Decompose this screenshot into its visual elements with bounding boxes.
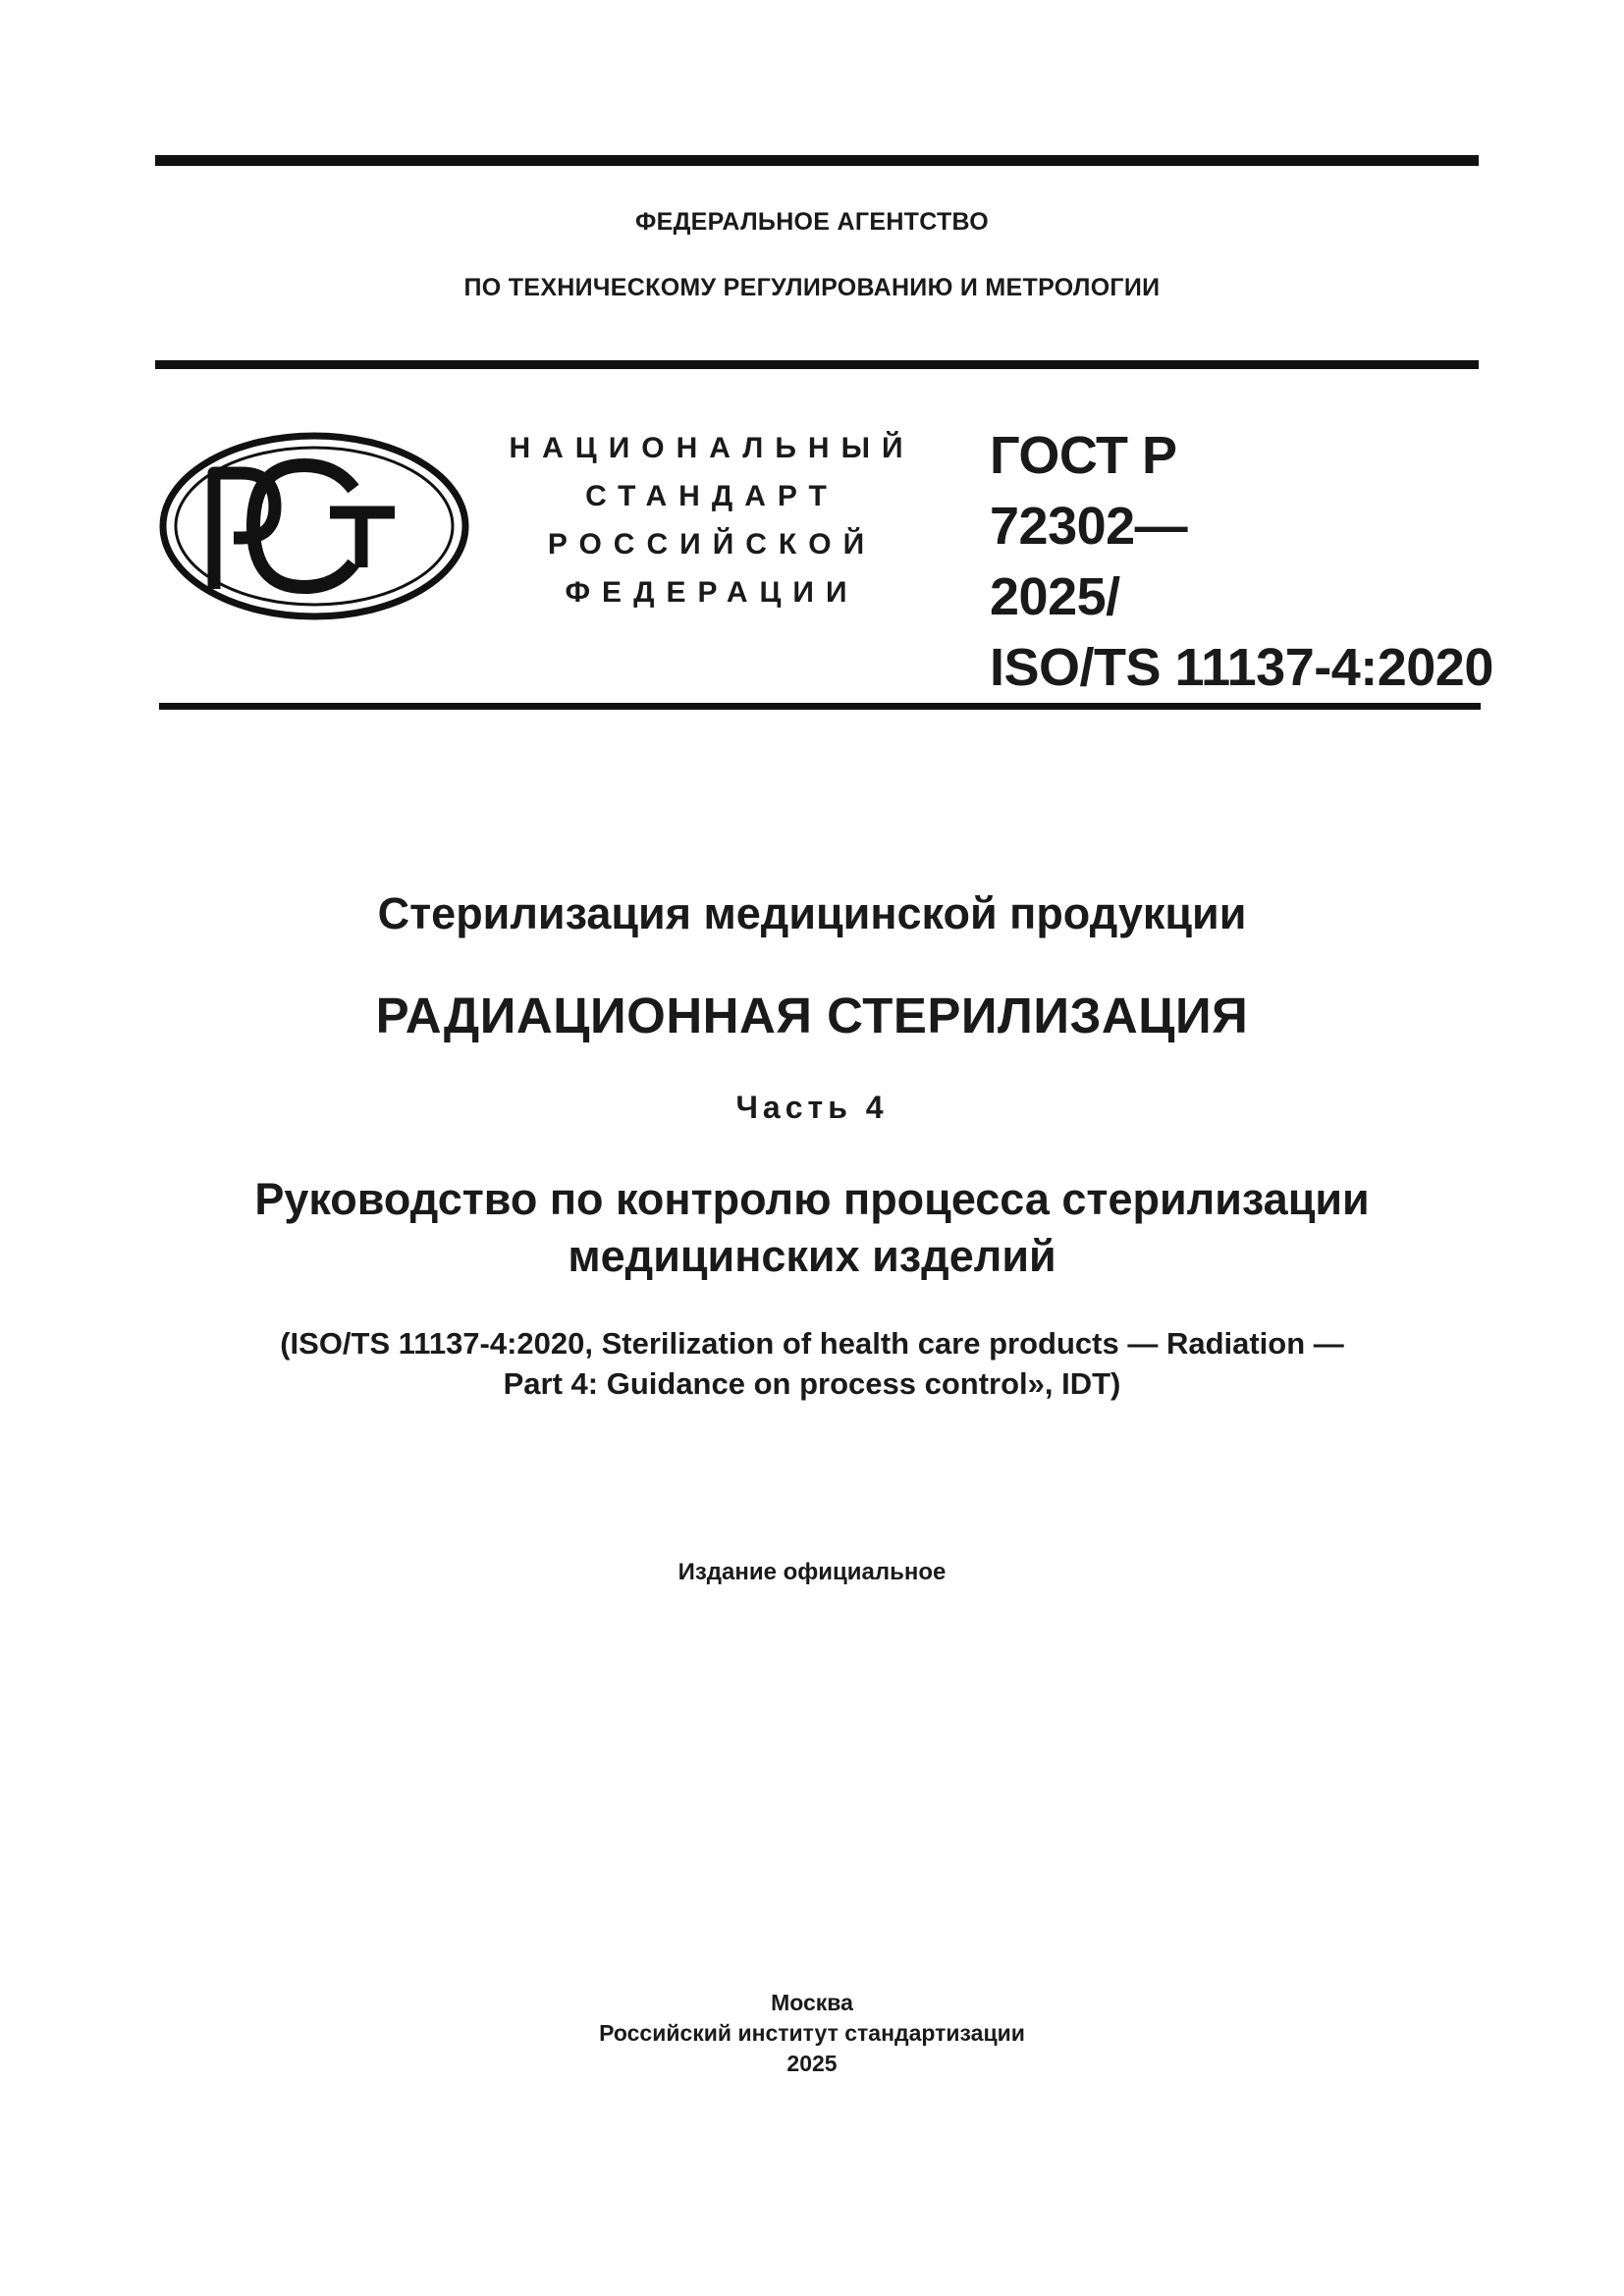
national-standard-line: НАЦИОНАЛЬНЫЙ: [509, 432, 915, 464]
rst-certification-mark-icon: [157, 430, 471, 622]
iso-reference-line: Part 4: Guidance on process control», IDT): [503, 1366, 1121, 1401]
document-subtitle: [0, 1171, 1624, 1285]
top-rule: [155, 155, 1479, 166]
iso-reference-line: (ISO/TS 11137-4:2020, Sterilization of health care products — Radiation —: [280, 1326, 1344, 1361]
standard-designation: [990, 420, 1500, 703]
part-number: Часть 4: [735, 1090, 889, 1125]
subtitle-line: Руководство по контролю процесса стерилизации: [254, 1174, 1370, 1224]
national-standard-line: СТАНДАРТ: [585, 480, 839, 512]
subtitle-line: медицинских изделий: [568, 1231, 1056, 1281]
agency-name-line2: ПО ТЕХНИЧЕСКОМУ РЕГУЛИРОВАНИЮ И МЕТРОЛОГИИ: [463, 274, 1161, 301]
middle-rule: [155, 360, 1479, 369]
bottom-rule: [159, 703, 1481, 710]
imprint-city: Москва: [771, 1990, 853, 2015]
national-standard-label: [496, 424, 928, 616]
designation-line: 2025/: [990, 567, 1120, 626]
edition-label: Издание официальное: [677, 1559, 947, 1585]
national-standard-line: РОССИЙСКОЙ: [547, 528, 877, 561]
imprint-publisher: Российский институт стандартизации: [599, 2020, 1025, 2046]
iso-reference: [0, 1323, 1624, 1404]
designation-line: ISO/TS 11137-4:2020: [990, 638, 1493, 697]
designation-line: ГОСТ Р: [990, 426, 1177, 485]
imprint: [0, 1988, 1624, 2079]
designation-line: 72302—: [990, 497, 1188, 556]
national-standard-line: ФЕДЕРАЦИИ: [565, 576, 859, 609]
agency-name-line1: ФЕДЕРАЛЬНОЕ АГЕНТСТВО: [634, 208, 990, 236]
document-title: Стерилизация медицинской продукции: [377, 888, 1247, 938]
imprint-year: 2025: [786, 2051, 838, 2076]
document-main-title: РАДИАЦИОННАЯ СТЕРИЛИЗАЦИЯ: [375, 988, 1249, 1043]
